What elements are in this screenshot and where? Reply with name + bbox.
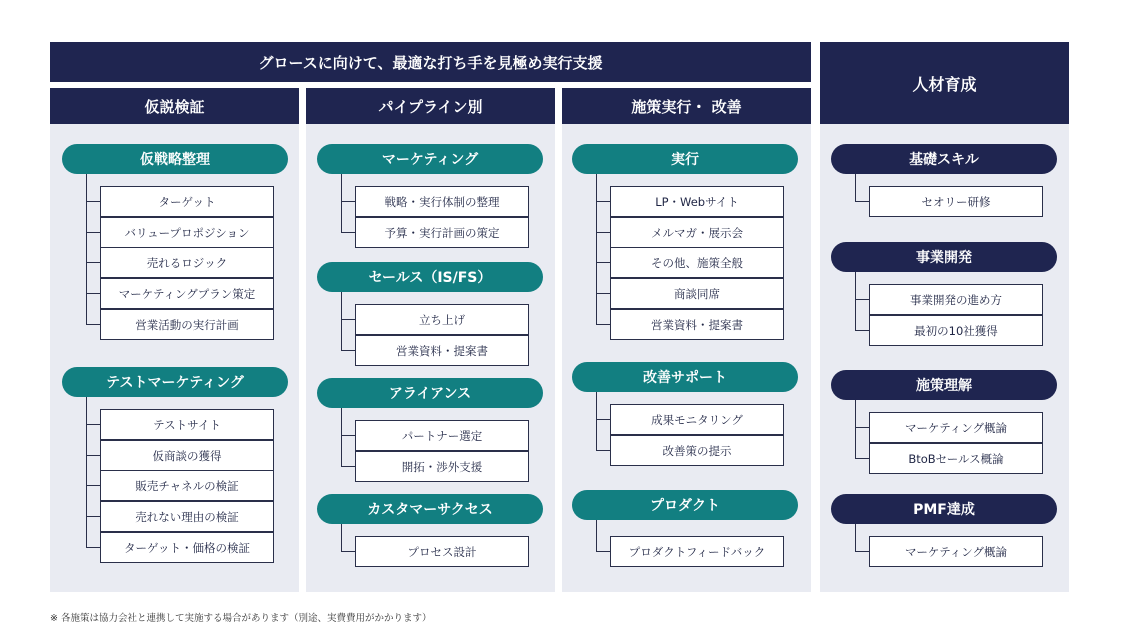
item-box: 営業活動の実行計画: [100, 309, 274, 340]
connector-line: [341, 292, 342, 350]
footnote: ※ 各施策は協力会社と連携して実施する場合があります（別途、実費費用がかかります）: [50, 613, 432, 624]
item-box: 開拓・渉外支援: [355, 451, 529, 482]
group-pill: 事業開発: [831, 242, 1057, 272]
connector-line: [341, 435, 355, 436]
item-box: 営業資料・提案書: [355, 335, 529, 366]
connector-line: [341, 551, 355, 552]
connector-line: [596, 551, 610, 552]
item-box: 成果モニタリング: [610, 404, 784, 435]
item-box: ターゲット: [100, 186, 274, 217]
connector-line: [596, 201, 610, 202]
connector-line: [341, 524, 342, 551]
connector-line: [86, 232, 100, 233]
item-box: 営業資料・提案書: [610, 309, 784, 340]
item-box: プロセス設計: [355, 536, 529, 567]
column-header-execution: [562, 88, 811, 124]
item-box: ターゲット・価格の検証: [100, 532, 274, 563]
item-box: マーケティング概論: [869, 536, 1043, 567]
group-pill: 仮戦略整理: [62, 144, 288, 174]
connector-line: [86, 324, 100, 325]
item-box: メルマガ・展示会: [610, 217, 784, 248]
training-banner: [820, 42, 1069, 124]
connector-line: [596, 174, 597, 324]
column-title: パイプライン別: [378, 97, 483, 116]
connector-line: [341, 408, 342, 466]
connector-line: [596, 419, 610, 420]
item-box: 立ち上げ: [355, 304, 529, 335]
item-box: 売れない理由の検証: [100, 501, 274, 532]
group-pill: セールス（IS/FS）: [317, 262, 543, 292]
connector-line: [86, 201, 100, 202]
item-box: テストサイト: [100, 409, 274, 440]
group-pill: プロダクト: [572, 490, 798, 520]
group-pill: マーケティング: [317, 144, 543, 174]
connector-line: [855, 427, 869, 428]
connector-line: [596, 520, 597, 551]
connector-line: [596, 232, 610, 233]
connector-line: [86, 293, 100, 294]
connector-line: [86, 397, 87, 547]
connector-line: [86, 424, 100, 425]
connector-line: [855, 524, 856, 551]
connector-line: [341, 174, 342, 232]
item-box: セオリー研修: [869, 186, 1043, 217]
connector-line: [855, 299, 869, 300]
main-banner: [50, 42, 811, 82]
item-box: 商談同席: [610, 278, 784, 309]
group-pill: PMF達成: [831, 494, 1057, 524]
connector-line: [855, 458, 869, 459]
item-box: LP・Webサイト: [610, 186, 784, 217]
connector-line: [341, 466, 355, 467]
connector-line: [855, 174, 856, 201]
connector-line: [86, 262, 100, 263]
group-pill: テストマーケティング: [62, 367, 288, 397]
item-box: 戦略・実行体制の整理: [355, 186, 529, 217]
item-box: バリュープロポジション: [100, 217, 274, 248]
item-box: 最初の10社獲得: [869, 315, 1043, 346]
item-box: 仮商談の獲得: [100, 440, 274, 471]
connector-line: [341, 350, 355, 351]
connector-line: [596, 262, 610, 263]
group-pill: カスタマーサクセス: [317, 494, 543, 524]
column-header-hypothesis: [50, 88, 299, 124]
connector-line: [855, 400, 856, 458]
item-box: プロダクトフィードバック: [610, 536, 784, 567]
item-box: 改善策の提示: [610, 435, 784, 466]
item-box: 事業開発の進め方: [869, 284, 1043, 315]
connector-line: [86, 516, 100, 517]
item-box: パートナー選定: [355, 420, 529, 451]
column-title: 施策実行・ 改善: [631, 97, 742, 116]
item-box: マーケティング概論: [869, 412, 1043, 443]
connector-line: [855, 201, 869, 202]
connector-line: [855, 551, 869, 552]
group-pill: 基礎スキル: [831, 144, 1057, 174]
item-box: マーケティングプラン策定: [100, 278, 274, 309]
connector-line: [596, 450, 610, 451]
connector-line: [86, 485, 100, 486]
connector-line: [341, 232, 355, 233]
connector-line: [86, 174, 87, 324]
connector-line: [596, 392, 597, 450]
connector-line: [341, 201, 355, 202]
column-title: 仮説検証: [144, 97, 205, 116]
item-box: その他、施策全般: [610, 247, 784, 278]
training-banner-label: 人材育成: [912, 74, 977, 94]
group-pill: 改善サポート: [572, 362, 798, 392]
column-header-pipeline: [306, 88, 555, 124]
group-pill: 実行: [572, 144, 798, 174]
connector-line: [86, 455, 100, 456]
item-box: BtoBセールス概論: [869, 443, 1043, 474]
main-banner-label: グロースに向けて、最適な打ち手を見極め実行支援: [258, 53, 603, 72]
connector-line: [86, 547, 100, 548]
connector-line: [341, 319, 355, 320]
item-box: 予算・実行計画の策定: [355, 217, 529, 248]
connector-line: [855, 272, 856, 330]
group-pill: 施策理解: [831, 370, 1057, 400]
item-box: 売れるロジック: [100, 247, 274, 278]
connector-line: [596, 324, 610, 325]
connector-line: [596, 293, 610, 294]
item-box: 販売チャネルの検証: [100, 470, 274, 501]
connector-line: [855, 330, 869, 331]
group-pill: アライアンス: [317, 378, 543, 408]
